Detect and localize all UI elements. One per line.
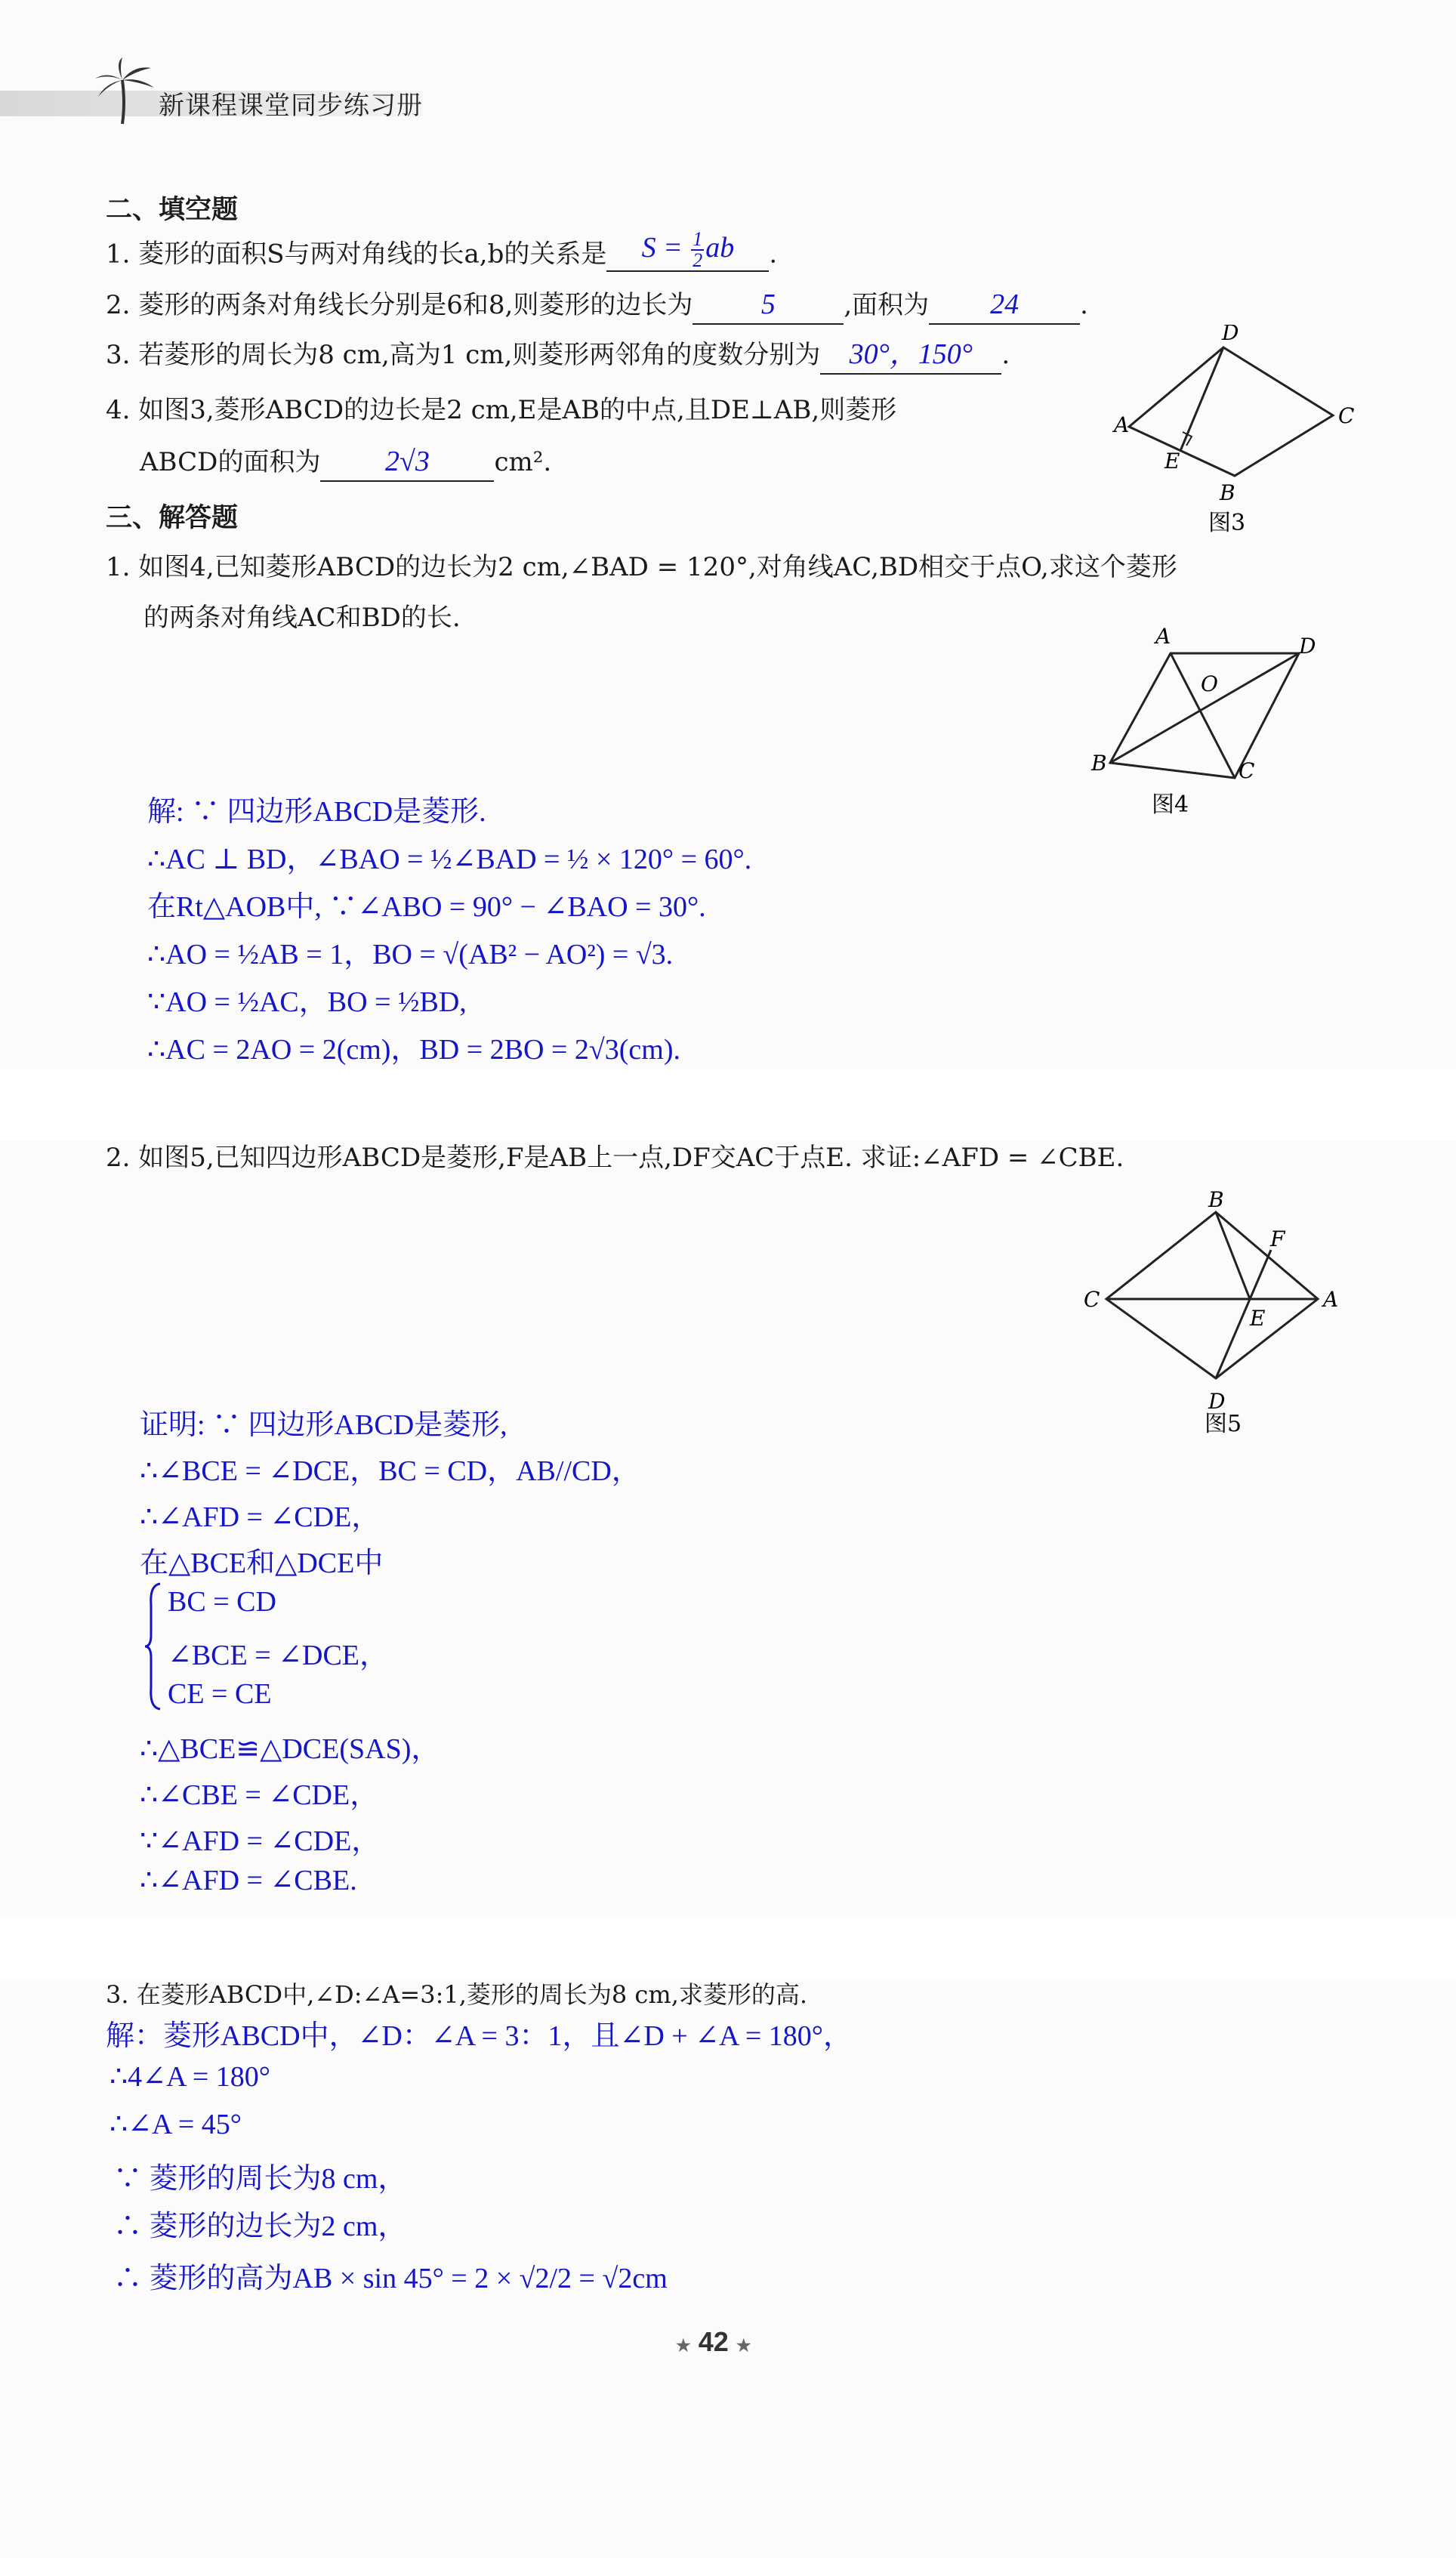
solution-1-line-5: ∵AO = ½AC，BO = ½BD, bbox=[147, 986, 467, 1018]
solution-2-line-7: CE = CE bbox=[168, 1678, 272, 1710]
label-B: B bbox=[1208, 1187, 1224, 1212]
label-E: E bbox=[1250, 1306, 1266, 1331]
answer-blank: 2√3 bbox=[320, 444, 494, 482]
label-D: D bbox=[1222, 325, 1239, 345]
solution-2-line-11: ∴∠AFD = ∠CBE. bbox=[140, 1865, 357, 1896]
problem-1-line2: 的两条对角线AC和BD的长. bbox=[143, 603, 461, 633]
label-B: B bbox=[1091, 751, 1107, 776]
question-2-4-line1: 4. 如图3,菱形ABCD的边长是2 cm,E是AB的中点,且DE⊥AB,则菱形 bbox=[106, 395, 897, 425]
question-2-2: 2. 菱形的两条对角线长分别是6和8,则菱形的边长为 5 ,面积为 24 . bbox=[106, 287, 1088, 325]
figure-4-rhombus bbox=[1080, 627, 1337, 823]
brace-symbol bbox=[143, 1582, 162, 1711]
palm-tree-icon bbox=[92, 57, 160, 125]
label-O: O bbox=[1201, 671, 1218, 696]
answer-text: S = $\frac{1}{2}$ ab bbox=[641, 228, 735, 271]
solution-2-line-2: ∴∠BCE = ∠DCE，BC = CD，AB//CD， bbox=[140, 1455, 640, 1487]
page-gap bbox=[0, 1918, 1456, 1979]
fraction: $\frac{1}{2}$ bbox=[693, 228, 703, 271]
label-B: B bbox=[1220, 480, 1235, 505]
question-2-1: 1. 菱形的面积S与两对角线的长a,b的关系是 S = $\frac{1}{2}$ ab . bbox=[106, 228, 778, 271]
solution-2-line-1: 证明: ∵ 四边形ABCD是菱形, bbox=[140, 1409, 507, 1441]
solution-3-line-4: ∵ 菱形的周长为8 cm， bbox=[113, 2163, 407, 2195]
figure-caption: 图3 bbox=[1208, 510, 1246, 536]
figure-5-rhombus bbox=[1072, 1186, 1359, 1443]
header-title: 新课程课堂同步练习册 bbox=[159, 91, 423, 121]
solution-2-line-10: ∵∠AFD = ∠CDE， bbox=[140, 1825, 381, 1857]
page-number-text: 42 bbox=[698, 2326, 729, 2357]
solution-2-line-5: BC = CD bbox=[168, 1586, 276, 1618]
label-A: A bbox=[1323, 1287, 1339, 1312]
solution-2-line-8: ∴△BCE≌△DCE(SAS)， bbox=[140, 1733, 440, 1765]
figure-caption: 图5 bbox=[1205, 1411, 1242, 1437]
label-F: F bbox=[1270, 1227, 1285, 1251]
question-2-3: 3. 若菱形的周长为8 cm,高为1 cm,则菱形两邻角的度数分别为 30°，150° . bbox=[106, 337, 1010, 375]
solution-1-line-2: ∴AC ⊥ BD，∠BAO = ½∠BAD = ½ × 120° = 60°. bbox=[147, 844, 752, 875]
label-C: C bbox=[1239, 758, 1255, 783]
answer-blank bbox=[606, 230, 769, 272]
figure-caption: 图4 bbox=[1152, 791, 1189, 818]
section-heading-fill-in: 二、填空题 bbox=[106, 195, 239, 225]
page-number bbox=[676, 2326, 751, 2358]
solution-2-line-9: ∴∠CBE = ∠CDE， bbox=[140, 1779, 379, 1811]
solution-2-line-6: ∠BCE = ∠DCE， bbox=[168, 1640, 389, 1671]
solution-3-line-3: ∴∠A = 45° bbox=[110, 2109, 242, 2140]
star-icon: ★ bbox=[676, 2336, 691, 2355]
answer-blank: 5 bbox=[693, 287, 844, 325]
label-A: A bbox=[1114, 412, 1130, 437]
solution-1-line-1: 解: ∵ 四边形ABCD是菱形. bbox=[147, 796, 486, 828]
solution-3-line-5: ∴ 菱形的边长为2 cm， bbox=[113, 2211, 407, 2242]
problem-1-line1: 1. 如图4,已知菱形ABCD的边长为2 cm,∠BAD = 120°,对角线AC,BD相交于点O,求这个菱形 bbox=[106, 552, 1177, 582]
figure-3-rhombus bbox=[1103, 325, 1359, 544]
solution-1-line-3: 在Rt△AOB中, ∵∠ABO = 90° − ∠BAO = 30°. bbox=[147, 891, 706, 923]
solution-3-line-1: 解：菱形ABCD中，∠D：∠A = 3：1，且∠D + ∠A = 180°， bbox=[106, 2020, 853, 2052]
answer-blank: 24 bbox=[929, 287, 1080, 325]
page-gap bbox=[0, 1069, 1456, 1140]
answer-blank: 30°，150° bbox=[820, 337, 1001, 375]
section-heading-answers: 三、解答题 bbox=[106, 503, 239, 533]
label-A: A bbox=[1155, 627, 1171, 649]
label-D: D bbox=[1208, 1389, 1226, 1414]
solution-2-line-4: 在△BCE和△DCE中 bbox=[140, 1547, 384, 1579]
label-D: D bbox=[1299, 634, 1316, 659]
star-icon: ★ bbox=[736, 2336, 751, 2355]
label-C: C bbox=[1084, 1287, 1100, 1312]
problem-2-line: 2. 如图5,已知四边形ABCD是菱形,F是AB上一点,DF交AC于点E. 求证:∠AFD = ∠CBE. bbox=[106, 1143, 1124, 1173]
solution-3-line-2: ∴4∠A = 180° bbox=[110, 2061, 270, 2093]
solution-1-line-6: ∴AC = 2AO = 2(cm)，BD = 2BO = 2√3(cm). bbox=[147, 1034, 680, 1066]
solution-2-line-3: ∴∠AFD = ∠CDE， bbox=[140, 1501, 381, 1533]
question-text: 1. 菱形的面积S与两对角线的长a,b的关系是 bbox=[106, 239, 607, 270]
question-2-4-line2: ABCD的面积为 2√3 cm². bbox=[140, 444, 551, 482]
problem-3-line: 3. 在菱形ABCD中,∠D:∠A=3:1,菱形的周长为8 cm,求菱形的高. bbox=[106, 1980, 808, 2009]
label-E: E bbox=[1164, 449, 1180, 474]
solution-3-line-6: ∴ 菱形的高为AB × sin 45° = 2 × √2/2 = √2cm bbox=[113, 2263, 668, 2294]
solution-1-line-4: ∴AO = ½AB = 1，BO = √(AB² − AO²) = √3. bbox=[147, 939, 674, 970]
label-C: C bbox=[1338, 403, 1355, 428]
